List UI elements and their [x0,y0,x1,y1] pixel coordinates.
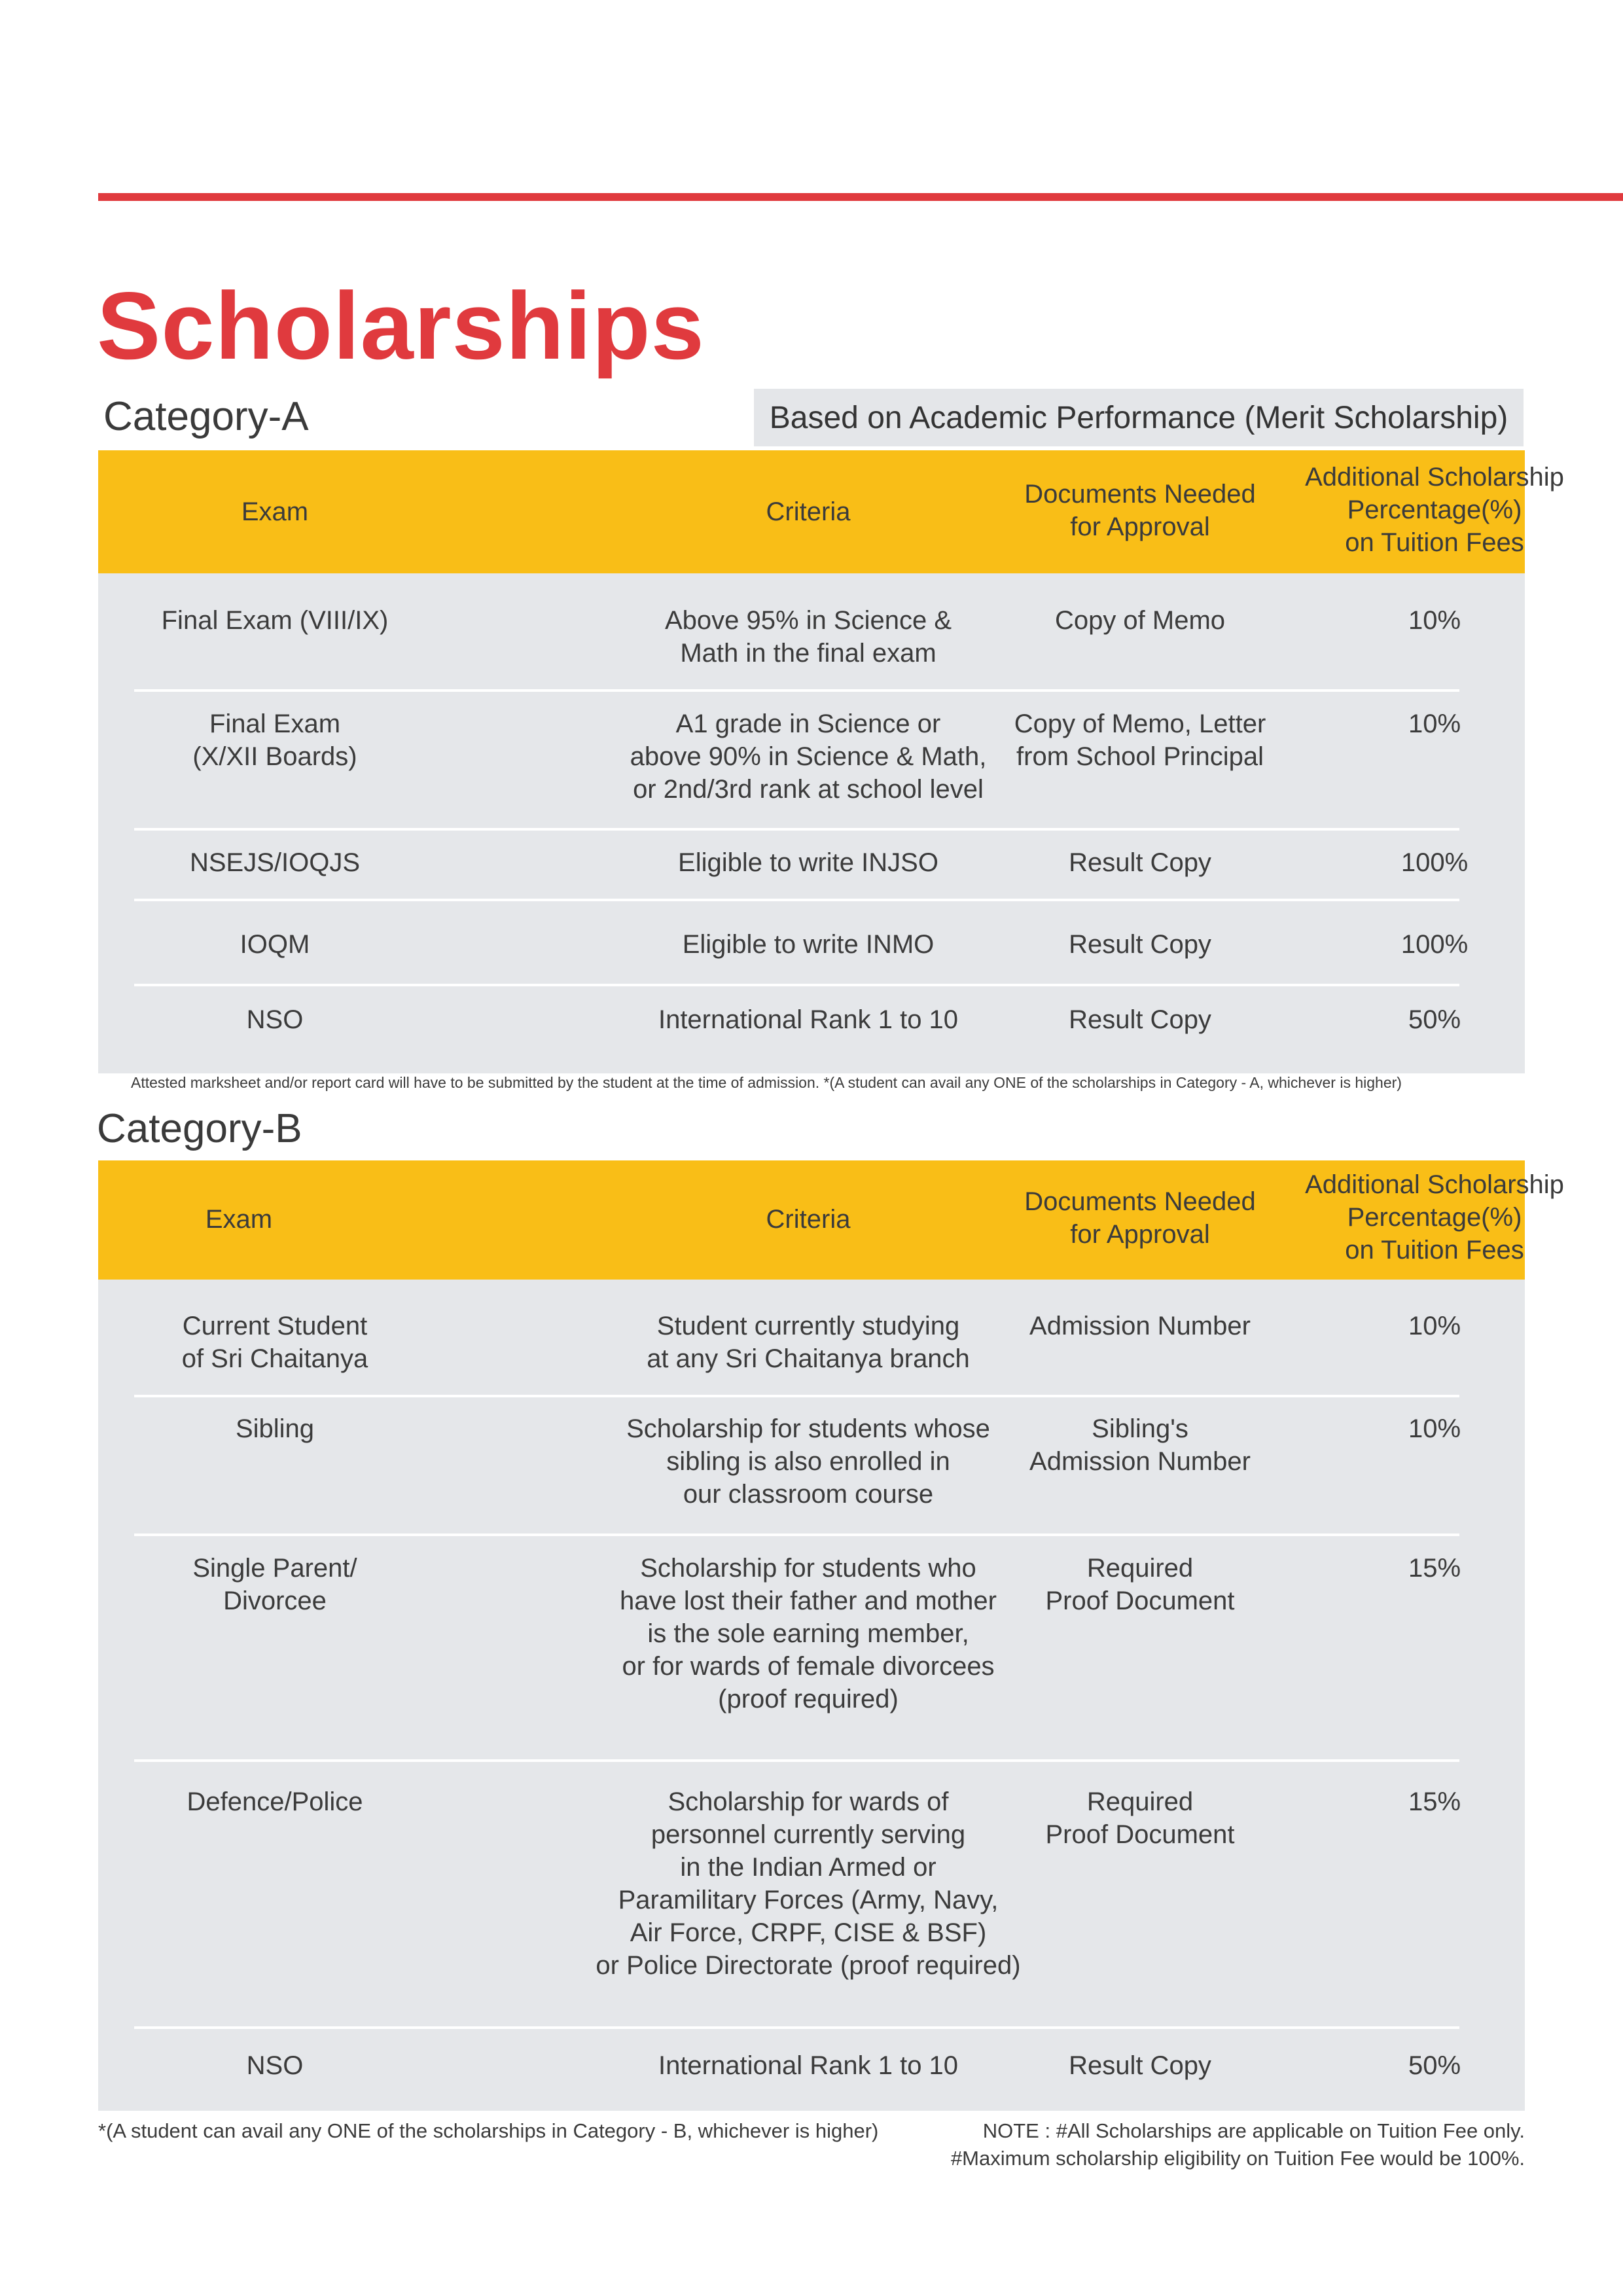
cell-percentage: 15% [1408,1787,1461,1816]
cell-exam: Single Parent/ Divorcee [192,1554,357,1615]
table-header [98,450,1564,573]
row-divider [134,1395,1459,1397]
cell-exam: NSO [246,1005,304,1034]
cell-percentage: 100% [1400,848,1469,877]
cell-criteria: Eligible to write INJSO [678,848,938,877]
cell-percentage: 50% [1408,1005,1461,1034]
cell-exam: NSO [246,2051,304,2080]
header-exam: Exam [205,1205,273,1234]
cell-percentage: 10% [1408,1414,1461,1443]
row-divider [134,689,1459,692]
cell-criteria: Above 95% in Science & Math in the final exam [664,606,952,668]
cell-percentage: 10% [1408,1312,1461,1340]
cell-documents: Result Copy [1069,1005,1211,1034]
cell-criteria: Scholarship for wards of personnel currently serving in the Indian Armed or Paramilitary Forces (Army, Navy, Air Force, CRPF, CISE & BSF) or Police Directorate (proof required) [596,1787,1021,1980]
cell-documents: Copy of Memo [1054,606,1226,635]
cell-criteria: International Rank 1 to 10 [658,2051,959,2080]
row-divider [134,1534,1459,1536]
row-divider [134,899,1459,901]
category-b-label: Category-B [97,1106,302,1151]
merit-badge: Based on Academic Performance (Merit Scholarship) [754,389,1524,446]
cell-documents: Result Copy [1069,848,1211,877]
note-line-2: #Maximum scholarship eligibility on Tuition Fee would be 100%. [950,2147,1525,2170]
cell-percentage: 50% [1408,2051,1461,2080]
category-b-footnote: *(A student can avail any ONE of the scholarships in Category - B, whichever is higher) [98,2119,879,2142]
cell-exam: Defence/Police [187,1787,363,1816]
row-divider [134,984,1459,986]
cell-percentage: 100% [1400,930,1469,959]
row-divider [134,828,1459,831]
header-percentage: Additional Scholarship Percentage(%) on Tuition Fees [1305,463,1564,557]
cell-documents: Result Copy [1069,2051,1211,2080]
cell-documents: Result Copy [1069,930,1211,959]
header-documents: Documents Needed for Approval [1024,480,1256,541]
cell-exam: IOQM [240,930,310,959]
table-header [98,1160,1564,1280]
header-percentage: Additional Scholarship Percentage(%) on Tuition Fees [1305,1170,1564,1265]
cell-exam: Sibling [235,1414,315,1443]
row-divider [134,1759,1459,1762]
page-title: Scholarships [97,272,705,379]
cell-exam: Final Exam (VIII/IX) [161,606,389,635]
category-a-footnote: Attested marksheet and/or report card will have to be submitted by the student at the time of admission. *(A student can avail any ONE of the scholarships in Category - A, whichever is higher) [131,1074,1402,1091]
header-criteria: Criteria [766,1205,851,1234]
header-documents: Documents Needed for Approval [1024,1187,1256,1249]
cell-documents: Sibling's Admission Number [1029,1414,1251,1476]
cell-documents: Required Proof Document [1045,1787,1235,1849]
category-a-table [98,450,1564,1073]
category-b-table [98,1160,1564,2111]
category-a-label: Category-A [103,394,309,439]
cell-percentage: 10% [1408,606,1461,635]
cell-documents: Copy of Memo, Letter from School Principal [1014,709,1266,771]
cell-exam: Final Exam (X/XII Boards) [192,709,357,771]
cell-criteria: Scholarship for students who have lost their father and mother is the sole earning member, or for wards of female divorcees (proof required) [620,1554,997,1713]
cell-documents: Required Proof Document [1045,1554,1235,1615]
cell-criteria: A1 grade in Science or above 90% in Science & Math, or 2nd/3rd rank at school level [630,709,987,804]
cell-criteria: Eligible to write INMO [682,930,935,959]
header-exam: Exam [241,497,309,526]
cell-criteria: Scholarship for students whose sibling is also enrolled in our classroom course [626,1414,990,1509]
cell-exam: Current Student of Sri Chaitanya [181,1312,368,1373]
cell-exam: NSEJS/IOQJS [189,848,361,877]
cell-percentage: 15% [1408,1554,1461,1583]
cell-documents: Admission Number [1029,1312,1251,1340]
top-rule [98,193,1623,201]
cell-criteria: Student currently studying at any Sri Chaitanya branch [647,1312,970,1373]
cell-criteria: International Rank 1 to 10 [658,1005,959,1034]
row-divider [134,2026,1459,2029]
note-line-1: NOTE : #All Scholarships are applicable on Tuition Fee only. [982,2119,1525,2142]
cell-percentage: 10% [1408,709,1461,738]
header-criteria: Criteria [766,497,851,526]
